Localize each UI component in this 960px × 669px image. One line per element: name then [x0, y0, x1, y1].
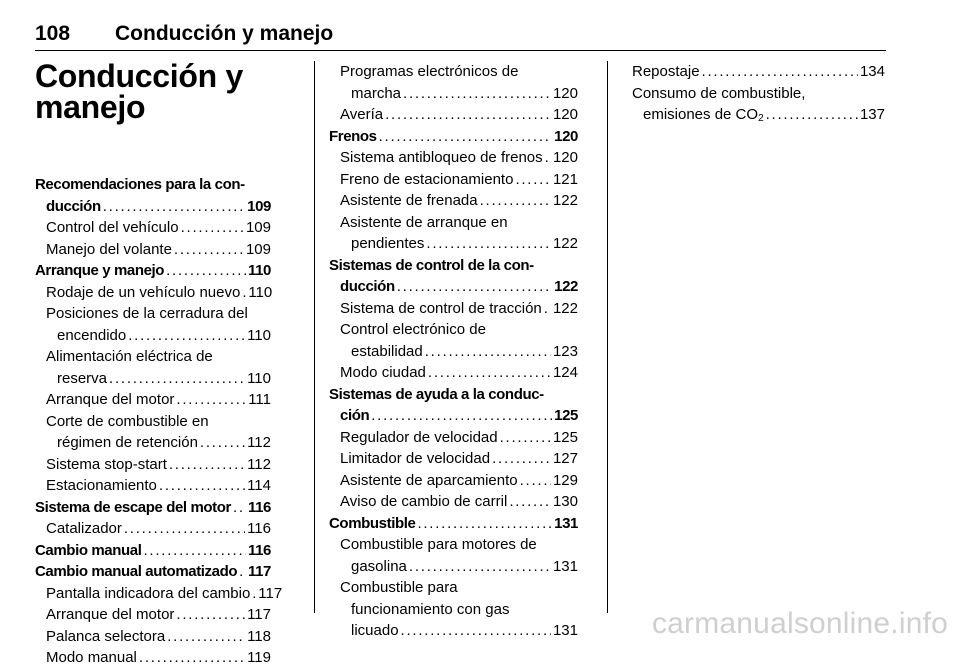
toc-entry-line [340, 319, 578, 341]
toc-entry-line [340, 470, 578, 492]
toc-entry-text: Control electrónico de [340, 321, 486, 338]
dot-leader [545, 147, 551, 169]
toc-entry-line [35, 561, 271, 583]
dot-leader [401, 620, 551, 642]
dot-leader [252, 583, 256, 605]
toc-page-number: 110 [247, 326, 271, 344]
toc-entry-line [46, 239, 271, 261]
toc-entry-text: Sistema de escape del motor [35, 498, 231, 516]
dot-leader [242, 282, 246, 304]
toc-entry-line [329, 126, 578, 148]
dot-leader [139, 647, 245, 669]
toc-page-number: 123 [552, 342, 578, 360]
running-title: Conducción y manejo [115, 22, 334, 45]
toc-entry-text: Asistente de frenada [340, 192, 478, 209]
toc-entry-line [340, 427, 578, 449]
toc-column-2 [329, 61, 578, 642]
toc-entry-text: régimen de retención [57, 434, 198, 451]
toc-page-number: 117 [248, 563, 271, 580]
toc-entry-line [329, 276, 578, 298]
toc-entry-line [46, 647, 271, 669]
toc-page-number: 129 [552, 471, 578, 489]
toc-entry-text: Regulador de velocidad [340, 428, 498, 446]
page-header [35, 14, 886, 51]
dot-leader [176, 389, 246, 411]
toc-entry[interactable] [329, 427, 578, 449]
toc-entry-text: Control del vehículo [46, 219, 179, 236]
toc-entry-line [46, 518, 271, 540]
toc-page-number: 109 [247, 197, 271, 215]
dot-leader [200, 432, 245, 454]
toc-entry-text: Rodaje de un vehículo nuevo [46, 283, 241, 301]
toc-entry[interactable] [35, 217, 271, 239]
dot-leader [379, 126, 553, 148]
dot-leader [702, 61, 858, 83]
toc-entry-text: emisiones de $CO_2$ [643, 106, 764, 124]
toc-entry-text: Sistema de control de tracción [340, 299, 542, 317]
toc-entry-text: Sistema antibloqueo de frenos [340, 149, 543, 166]
toc-entry-line [46, 583, 283, 605]
toc-page-number: 137 [859, 106, 885, 123]
toc-entry-line [46, 346, 271, 368]
dot-leader [103, 196, 245, 218]
dot-leader [233, 497, 246, 519]
subscript: 2 [758, 113, 764, 124]
toc-entry-text: Asistente de aparcamiento [340, 471, 518, 489]
toc-entry-text: gasolina [351, 557, 407, 575]
toc-entry-text: Repostaje [632, 63, 700, 80]
toc-column-1 [35, 58, 283, 669]
toc-page-number: 122 [552, 299, 578, 317]
toc-page-number: 120 [552, 106, 578, 123]
toc-page-number: 117 [247, 606, 271, 623]
toc-entry-text: Combustible para [340, 579, 458, 596]
toc-entry[interactable] [329, 169, 578, 191]
dot-leader [239, 561, 246, 583]
dot-leader [176, 604, 245, 626]
toc-entry[interactable] [329, 298, 578, 320]
toc-page-number: 127 [552, 450, 578, 467]
toc-section-entry[interactable] [35, 561, 271, 583]
toc-entry-line [340, 233, 578, 255]
toc-entry-text: pendientes [351, 235, 425, 252]
toc-page-number: 112 [247, 455, 271, 473]
toc-section-entry[interactable] [329, 126, 578, 148]
toc-page-number: 118 [247, 627, 271, 645]
toc-page-number: 109 [245, 219, 271, 236]
toc-entry-line [329, 255, 578, 277]
dot-leader [397, 276, 552, 298]
toc-entry[interactable] [329, 147, 578, 169]
toc-entry[interactable] [35, 303, 271, 346]
toc-entry[interactable] [329, 104, 578, 126]
toc-section-entry[interactable] [35, 540, 271, 562]
toc-page-number: 109 [245, 240, 271, 258]
toc-entry-line [46, 217, 271, 239]
dot-leader [428, 362, 551, 384]
toc-section-entry[interactable] [35, 260, 271, 282]
toc-page-number: 116 [247, 520, 271, 537]
toc-entry-line [340, 212, 578, 234]
toc-entry[interactable] [329, 448, 578, 470]
toc-page-number: 110 [248, 262, 271, 279]
toc-entry[interactable] [329, 470, 578, 492]
toc-entry[interactable] [35, 626, 271, 648]
toc-entry-line [329, 405, 578, 427]
toc-entry-text: Arranque del motor [46, 391, 175, 408]
toc-entry[interactable] [35, 647, 271, 669]
toc-entry-line [340, 147, 578, 169]
dot-leader [181, 217, 244, 239]
toc-page-number: 131 [552, 622, 578, 639]
dot-leader [169, 454, 245, 476]
toc-entry-line [340, 448, 578, 470]
dot-leader [480, 190, 551, 212]
dot-leader [492, 448, 551, 470]
toc-entry[interactable] [329, 212, 578, 255]
toc-section-entry[interactable] [35, 497, 271, 519]
toc-entry-line [329, 384, 578, 406]
toc-entry[interactable] [35, 411, 271, 454]
toc-entry-text: ducción [340, 278, 395, 295]
dot-leader [409, 556, 551, 578]
toc-entry-text: Recomendaciones para la con- [35, 176, 245, 193]
toc-entry-text: Sistema stop-start [46, 455, 167, 473]
toc-entry[interactable] [35, 282, 271, 304]
toc-entry-text: marcha [351, 84, 402, 102]
toc-entry[interactable] [329, 362, 578, 384]
dot-leader [515, 169, 551, 191]
toc-entry-text: Pantalla indicadora del cambio [46, 584, 251, 602]
toc-entry-text: Corte de combustible en [46, 412, 209, 430]
toc-entry-text: Aviso de cambio de carril [340, 493, 508, 510]
toc-entry[interactable] [329, 319, 578, 362]
toc-entry-line [340, 190, 578, 212]
dot-leader [417, 513, 552, 535]
toc-section-entry[interactable] [329, 255, 578, 298]
toc-entry-line [46, 325, 271, 347]
toc-entry-text: Sistemas de control de la con- [329, 256, 534, 274]
toc-page-number: 110 [248, 283, 273, 301]
dot-leader [159, 475, 245, 497]
toc-entry-line [35, 174, 271, 196]
toc-entry[interactable] [35, 346, 271, 389]
toc-entry-text: Consumo de combustible, [632, 84, 806, 102]
toc-entry-line [632, 61, 885, 83]
toc-entry-text: Arranque y manejo [35, 262, 165, 279]
toc-page-number: 121 [552, 170, 578, 188]
toc-entry[interactable] [329, 190, 578, 212]
toc-entry-text: Cambio manual automatizado [35, 563, 238, 580]
toc-entry-line [35, 196, 271, 218]
toc-page-number: 112 [247, 434, 271, 451]
toc-entry[interactable] [35, 239, 271, 261]
toc-page-number: 130 [552, 493, 578, 510]
toc-entry-line [46, 626, 271, 648]
dot-leader [425, 341, 551, 363]
toc-section-entry[interactable] [329, 513, 578, 535]
dot-leader [124, 518, 245, 540]
toc-entry-line [329, 513, 578, 535]
toc-entry-text: ducción [46, 197, 101, 215]
toc-entry-text: reserva [57, 369, 108, 387]
dot-leader [520, 470, 551, 492]
toc-entry-line [340, 169, 578, 191]
toc-entry-text: ción [340, 407, 370, 424]
toc-entry-line [46, 411, 271, 433]
toc-page-number: 125 [552, 428, 578, 446]
toc-entry-line [46, 432, 271, 454]
toc-entry-text: Modo manual [46, 649, 137, 666]
toc-page-number: 131 [554, 514, 578, 532]
toc-entry-text: funcionamiento con gas [351, 600, 510, 618]
toc-page-number: 110 [247, 369, 271, 387]
toc-page-number: 134 [859, 63, 885, 80]
toc-entry-line [340, 620, 578, 642]
toc-entry[interactable] [35, 454, 271, 476]
toc-entry-text: Cambio manual [35, 541, 142, 559]
dot-leader [385, 104, 551, 126]
toc-entry-line [340, 491, 578, 513]
dot-leader [166, 260, 246, 282]
toc-page-number: 111 [248, 391, 271, 408]
toc-entry-text: Catalizador [46, 520, 122, 537]
toc-page-number: 116 [248, 498, 271, 516]
toc-entry-line [340, 599, 578, 621]
toc-page-number: 120 [554, 127, 578, 145]
dot-leader [403, 83, 551, 105]
column-divider [314, 61, 315, 613]
toc-entry-line [46, 368, 271, 390]
toc-entry-text: Alimentación eléctrica de [46, 348, 213, 365]
dot-leader [509, 491, 551, 513]
toc-entry-text: Frenos [329, 127, 377, 145]
toc-entry-text: Manejo del volante [46, 240, 172, 258]
toc-entry-text: Combustible para motores de [340, 536, 537, 553]
toc-entry[interactable] [329, 491, 578, 513]
toc-page-number: 125 [554, 407, 578, 424]
toc-entry[interactable] [329, 534, 578, 577]
watermark: carmanualsonline.info [651, 607, 948, 640]
toc-entry-text: Limitador de velocidad [340, 450, 491, 467]
toc-entry-line [340, 83, 578, 105]
toc-entry-text: Asistente de arranque en [340, 213, 508, 231]
dot-leader [426, 233, 551, 255]
dot-leader [174, 239, 244, 261]
toc-entry-text: Programas electrónicos de [340, 63, 519, 80]
toc-entry-line [35, 497, 271, 519]
toc-entry-line [46, 475, 271, 497]
toc-entry-text: estabilidad [351, 342, 423, 360]
column-divider [607, 61, 608, 613]
toc-entry-text: Modo ciudad [340, 364, 426, 381]
toc-entry-line [340, 534, 578, 556]
toc-entry-line [46, 303, 271, 325]
toc-entry-line [46, 389, 271, 411]
toc-page-number: 114 [247, 477, 271, 494]
dot-leader [766, 104, 858, 126]
page-number: 108 [35, 22, 71, 45]
toc-page-number: 119 [247, 649, 271, 666]
toc-page-number: 117 [258, 584, 283, 602]
toc-entry[interactable] [35, 475, 271, 497]
toc-entry-line [46, 454, 271, 476]
toc-entry-line [340, 577, 578, 599]
toc-entry-text: licuado [351, 622, 399, 639]
toc-entry-text: Combustible [329, 514, 416, 532]
toc-entry[interactable] [35, 518, 271, 540]
toc-entry[interactable] [35, 604, 271, 626]
toc-entry-line [35, 540, 271, 562]
toc-entry-text: Freno de estacionamiento [340, 170, 514, 188]
toc-entry-line [340, 362, 578, 384]
toc-entry[interactable] [329, 577, 578, 642]
toc-page-number: 124 [552, 364, 578, 381]
toc-page-number: 122 [554, 278, 578, 295]
toc-entry-text: Estacionamiento [46, 477, 157, 494]
toc-page-number: 116 [248, 541, 271, 559]
toc-entry-line [632, 104, 885, 126]
toc-entry[interactable] [35, 389, 271, 411]
toc-section-entry[interactable] [329, 384, 578, 427]
toc-entry-text: encendido [57, 326, 127, 344]
toc-entry[interactable] [632, 61, 885, 83]
dot-leader [128, 325, 245, 347]
chapter-title-text: Conducción y manejo [35, 58, 243, 125]
toc-entry-text: Posiciones de la cerradura del [46, 305, 248, 322]
dot-leader [544, 298, 551, 320]
toc-page-number: 122 [552, 235, 578, 252]
chapter-title [35, 58, 271, 125]
toc-entry-text: Arranque del motor [46, 606, 175, 623]
toc-section-entry[interactable] [35, 174, 271, 217]
toc-column-3 [632, 61, 885, 126]
toc-entry-line [340, 556, 578, 578]
dot-leader [167, 626, 245, 648]
toc-entry-text: Palanca selectora [46, 627, 166, 645]
dot-leader [500, 427, 551, 449]
toc-entry-line [632, 83, 885, 105]
toc-page-number: 120 [552, 84, 578, 102]
toc-page-number: 120 [552, 149, 578, 166]
toc-page-number: 131 [552, 557, 578, 575]
toc-entry-text: Avería [340, 106, 384, 123]
toc-entry[interactable] [632, 83, 885, 126]
toc-entry-line [340, 298, 578, 320]
toc-entry-text: Sistemas de ayuda a la conduc- [329, 385, 544, 403]
toc-entry-line [46, 282, 271, 304]
toc-entry-line [340, 61, 578, 83]
toc-entry[interactable] [35, 583, 283, 605]
toc-entry[interactable] [329, 61, 578, 104]
toc-page-number: 122 [552, 192, 578, 209]
toc-entry-line [46, 604, 271, 626]
dot-leader [109, 368, 245, 390]
dot-leader [371, 405, 552, 427]
toc-entry-line [340, 104, 578, 126]
toc-entry-line [340, 341, 578, 363]
dot-leader [144, 540, 247, 562]
toc-entry-line [35, 260, 271, 282]
